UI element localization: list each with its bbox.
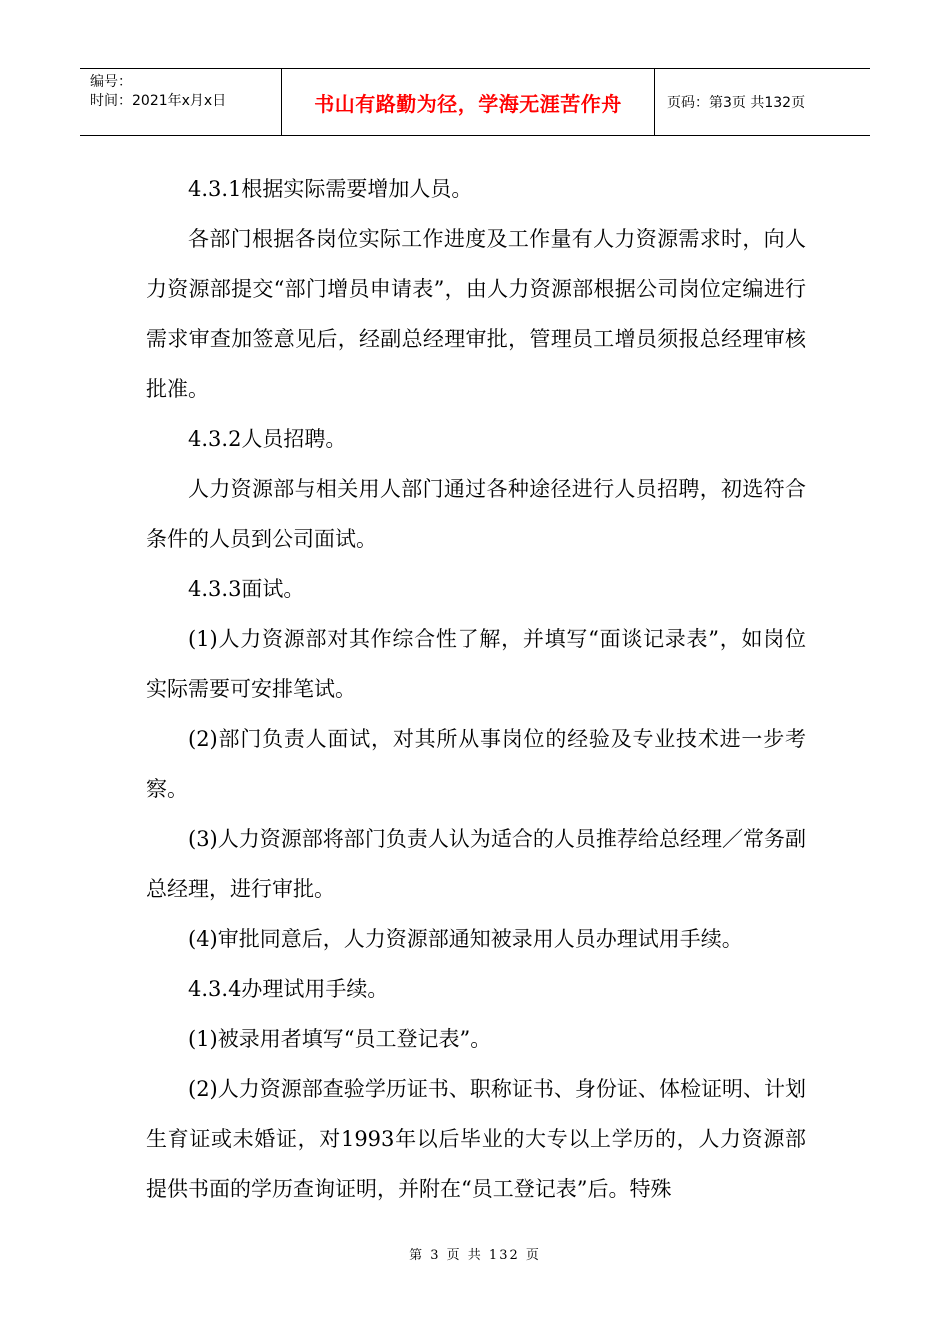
document-time-label: 时间：2021年x月x日 bbox=[90, 93, 227, 109]
paragraph: 4.3.1根据实际需要增加人员。 bbox=[188, 177, 473, 201]
paragraph: (1)被录用者填写“员工登记表”。 bbox=[188, 1027, 492, 1051]
page-header bbox=[80, 68, 870, 136]
paragraph: (1)人力资源部对其作综合性了解，并填写“面谈记录表”，如岗位实际需要可安排笔试。 bbox=[146, 627, 806, 701]
header-motto: 书山有路勤为径，学海无涯苦作舟 bbox=[282, 69, 655, 135]
paragraph: 各部门根据各岗位实际工作进度及工作量有人力资源需求时，向人力资源部提交“部门增员申请表”，由人力资源部根据公司岗位定编进行需求审查加签意见后，经副总经理审批，管理员工增员须报总经理审核批准。 bbox=[146, 227, 806, 401]
paragraph: (2)人力资源部查验学历证书、职称证书、身份证、体检证明、计划生育证或未婚证，对1993年以后毕业的大专以上学历的，人力资源部提供书面的学历查询证明，并附在“员工登记表”后。特殊 bbox=[146, 1077, 806, 1201]
page-footer: 第 3 页 共 132 页 bbox=[409, 1248, 541, 1263]
paragraph: 4.3.4办理试用手续。 bbox=[188, 977, 389, 1001]
paragraph: 4.3.2人员招聘。 bbox=[188, 427, 347, 451]
document-number-label: 编号： bbox=[90, 74, 132, 90]
paragraph: 人力资源部与相关用人部门通过各种途径进行人员招聘，初选符合条件的人员到公司面试。 bbox=[146, 477, 806, 551]
document-body bbox=[146, 164, 806, 1214]
paragraph: (2)部门负责人面试，对其所从事岗位的经验及专业技术进一步考察。 bbox=[146, 727, 806, 801]
paragraph: (3)人力资源部将部门负责人认为适合的人员推荐给总经理／常务副总经理，进行审批。 bbox=[146, 827, 806, 901]
header-meta bbox=[80, 69, 282, 135]
paragraph: (4)审批同意后，人力资源部通知被录用人员办理试用手续。 bbox=[188, 927, 743, 951]
paragraph: 4.3.3面试。 bbox=[188, 577, 305, 601]
header-page-code: 页码：第3页 共132页 bbox=[667, 95, 806, 111]
